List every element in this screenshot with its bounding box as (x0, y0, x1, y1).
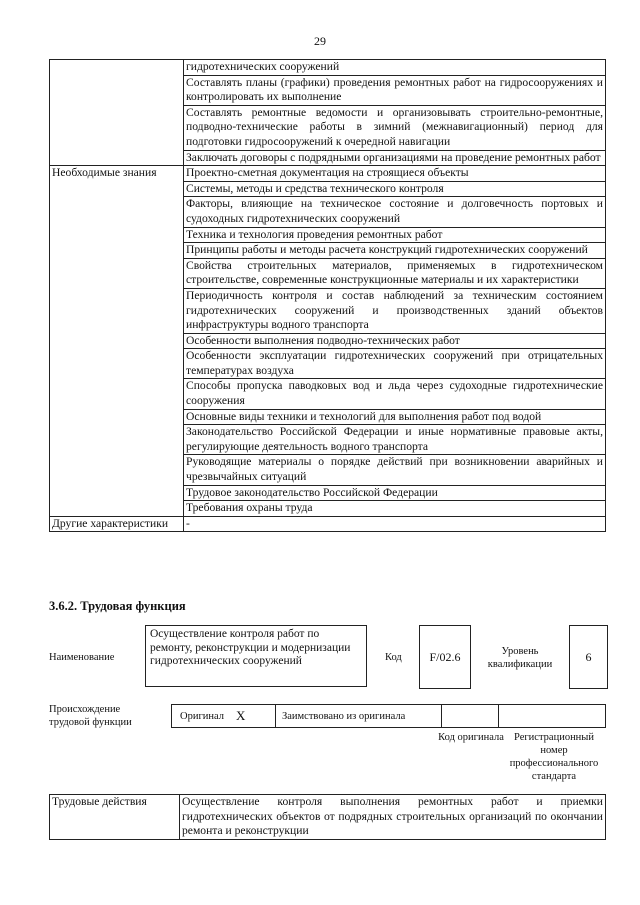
registration-number-caption: Регистрационный номер профессионального стандарта (509, 732, 599, 782)
knowledge-item: Требования охраны труда (184, 501, 606, 517)
borrowed-cell (276, 704, 442, 728)
knowledge-item: Периодичность контроля и состав наблюдений за техническим состоянием гидротехнических сооружений и производственных зданий объектов инфраструктуры водного транспорта (184, 288, 606, 333)
labor-actions-table (49, 794, 606, 840)
knowledge-item: Трудовое законодательство Российской Федерации (184, 485, 606, 501)
qualification-level-label: Уровень квалификации (487, 646, 553, 670)
knowledge-item: Свойства строительных материалов, применяемых в гидротехническом строительстве, современные конструкционные материалы и их характеристики (184, 258, 606, 288)
other-characteristics-value: - (184, 516, 606, 532)
labor-actions-value: Осуществление контроля выполнения ремонтных работ и приемки гидротехнических объектов от подрядных строительных организаций по окончании ремонта и реконструкции (180, 795, 606, 840)
knowledge-item: Факторы, влияющие на техническое состояние и долговечность портовых и судоходных гидротехнических сооружений (184, 197, 606, 227)
code-label: Код (385, 652, 402, 663)
knowledge-item: Законодательство Российской Федерации и иные нормативные правовые акты, регулирующие деятельность водного транспорта (184, 425, 606, 455)
knowledge-label: Необходимые знания (50, 166, 184, 517)
origin-label: Происхождение трудовой функции (49, 704, 132, 728)
labor-actions-label: Трудовые действия (50, 795, 180, 840)
registration-number-cell (499, 704, 606, 728)
table-row (50, 516, 606, 532)
skill-row: Заключать договоры с подрядными организациями на проведение ремонтных работ (184, 150, 606, 166)
original-mark: X (236, 708, 246, 723)
name-label: Наименование (49, 652, 115, 663)
requirements-table (49, 59, 606, 532)
skill-row: Составлять планы (графики) проведения ремонтных работ на гидросооружениях и контролировать их выполнение (184, 75, 606, 105)
origin-row (171, 704, 606, 728)
skill-row: Составлять ремонтные ведомости и организовывать строительно-ремонтные, подводно-технические работы в зимний (межнавигационный) период для подготовки гидросооружений к очередной навигации (184, 105, 606, 150)
knowledge-item: Особенности эксплуатации гидротехнических сооружений при отрицательных температурах воздуха (184, 349, 606, 379)
section-title: 3.6.2. Трудовая функция (49, 599, 186, 613)
page-number: 29 (314, 34, 326, 48)
knowledge-item: Принципы работы и методы расчета конструкций гидротехнических сооружений (184, 243, 606, 259)
table-row (50, 60, 606, 76)
other-characteristics-label: Другие характеристики (50, 516, 184, 532)
function-name-box: Осуществление контроля работ по ремонту, реконструкции и модернизации гидротехнических сооружений (145, 625, 367, 687)
empty-label-cell (50, 60, 184, 166)
knowledge-item: Основные виды техники и технологий для выполнения работ под водой (184, 409, 606, 425)
original-label: Оригинал (180, 710, 224, 722)
knowledge-item: Особенности выполнения подводно-технических работ (184, 333, 606, 349)
original-code-caption: Код оригинала (438, 732, 504, 743)
borrowed-label: Заимствовано из оригинала (282, 710, 406, 722)
knowledge-item: Проектно-сметная документация на строящиеся объекты (184, 166, 606, 182)
knowledge-item: Руководящие материалы о порядке действий при возникновении аварийных и чрезвычайных ситуаций (184, 455, 606, 485)
original-code-cell (442, 704, 499, 728)
knowledge-item: Системы, методы и средства технического контроля (184, 181, 606, 197)
qualification-level-box: 6 (569, 625, 608, 689)
function-code-box: F/02.6 (419, 625, 471, 689)
table-row (50, 795, 606, 840)
table-row (50, 166, 606, 182)
skill-row: гидротехнических сооружений (184, 60, 606, 76)
knowledge-item: Способы пропуска паводковых вод и льда через судоходные гидротехнические сооружения (184, 379, 606, 409)
original-cell (171, 704, 276, 728)
knowledge-item: Техника и технология проведения ремонтных работ (184, 227, 606, 243)
